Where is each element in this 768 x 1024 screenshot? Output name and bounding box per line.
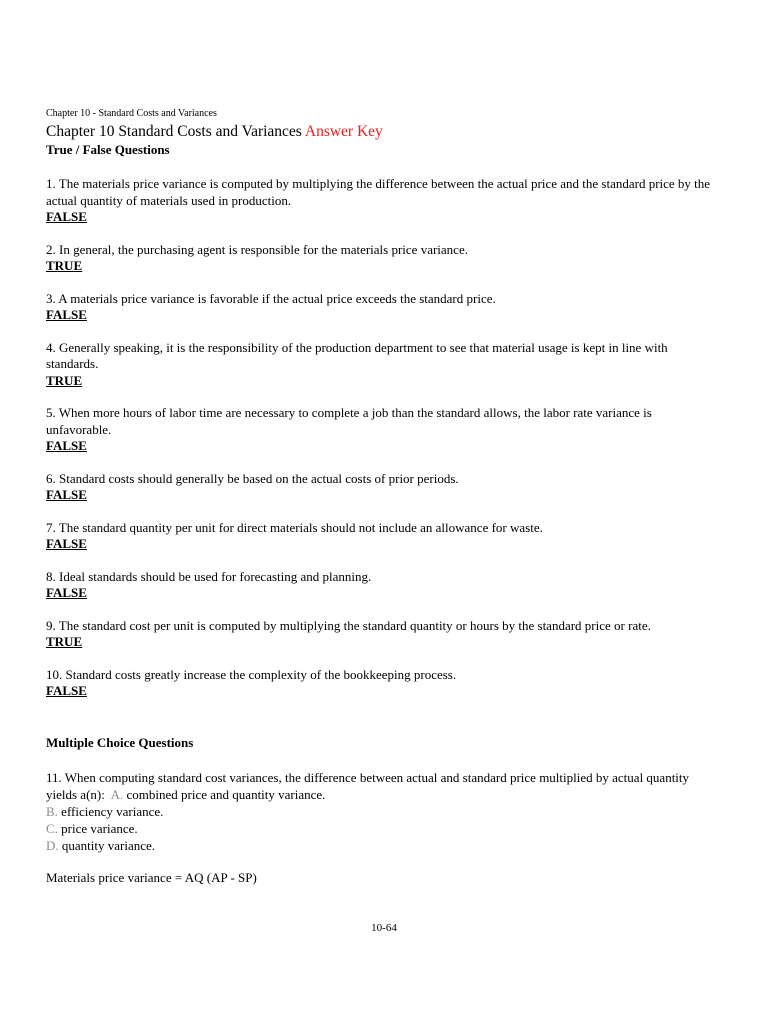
answer: FALSE [46,209,87,224]
question-text: 2. In general, the purchasing agent is responsible for the materials price variance. [46,241,468,257]
question-7 [46,520,714,553]
question-text: 1. The materials price variance is computed by multiplying the difference between the actual price and the standard price by the actual quantity of materials used in production. [46,176,711,208]
answer-explanation: Materials price variance = AQ (AP - SP) [46,869,257,885]
question-10 [46,667,714,700]
answer: FALSE [46,438,87,453]
answer: FALSE [46,683,87,698]
question-8 [46,569,714,602]
question-6 [46,471,714,504]
answer: FALSE [46,585,87,600]
question-9 [46,618,714,651]
question-5 [46,405,714,455]
question-4 [46,340,714,390]
running-header: Chapter 10 - Standard Costs and Variances [46,108,217,119]
question-2 [46,242,714,275]
question-text: 9. The standard cost per unit is computed by multiplying the standard quantity or hours by the standard price or rate. [46,617,651,633]
true-false-list [46,176,714,700]
option-letter: C. [46,820,58,836]
answer: FALSE [46,487,87,502]
option-text: efficiency variance. [61,803,164,819]
option-letter: B. [46,803,58,819]
document-page [46,107,714,886]
answer-key-label: Answer Key [304,123,383,140]
question-text: 10. Standard costs greatly increase the complexity of the bookkeeping process. [46,666,457,682]
question-text: 4. Generally speaking, it is the responsibility of the production department to see that material usage is kept in line with standards. [46,339,668,371]
question-11 [46,769,714,854]
question-text: 3. A materials price variance is favorable if the actual price exceeds the standard price. [46,290,496,306]
answer: TRUE [46,634,83,649]
question-text: 5. When more hours of labor time are necessary to complete a job than the standard allows, the labor rate variance is unfavorable. [46,405,652,437]
question-1 [46,176,714,226]
true-false-heading: True / False Questions [46,142,170,157]
page-number: 10-64 [371,922,397,934]
answer: FALSE [46,307,87,322]
answer: TRUE [46,258,83,273]
title-text: Chapter 10 Standard Costs and Variances [46,123,302,140]
answer: TRUE [46,372,83,388]
answer: FALSE [46,536,87,551]
option-text: price variance. [61,820,138,836]
question-text: 7. The standard quantity per unit for direct materials should not include an allowance for waste. [46,519,543,535]
option-letter: A. [110,786,124,802]
question-text: 8. Ideal standards should be used for forecasting and planning. [46,568,372,584]
option-text: quantity variance. [61,837,156,853]
page-title [46,122,714,141]
option-text: combined price and quantity variance. [126,786,326,802]
multiple-choice-heading: Multiple Choice Questions [46,734,194,750]
option-letter: D. [46,837,59,853]
question-text: 11. When computing standard cost variances, the difference between actual and standard price multiplied by actual quantity yields a(n): [46,769,690,802]
question-text: 6. Standard costs should generally be based on the actual costs of prior periods. [46,470,459,486]
question-3 [46,291,714,324]
